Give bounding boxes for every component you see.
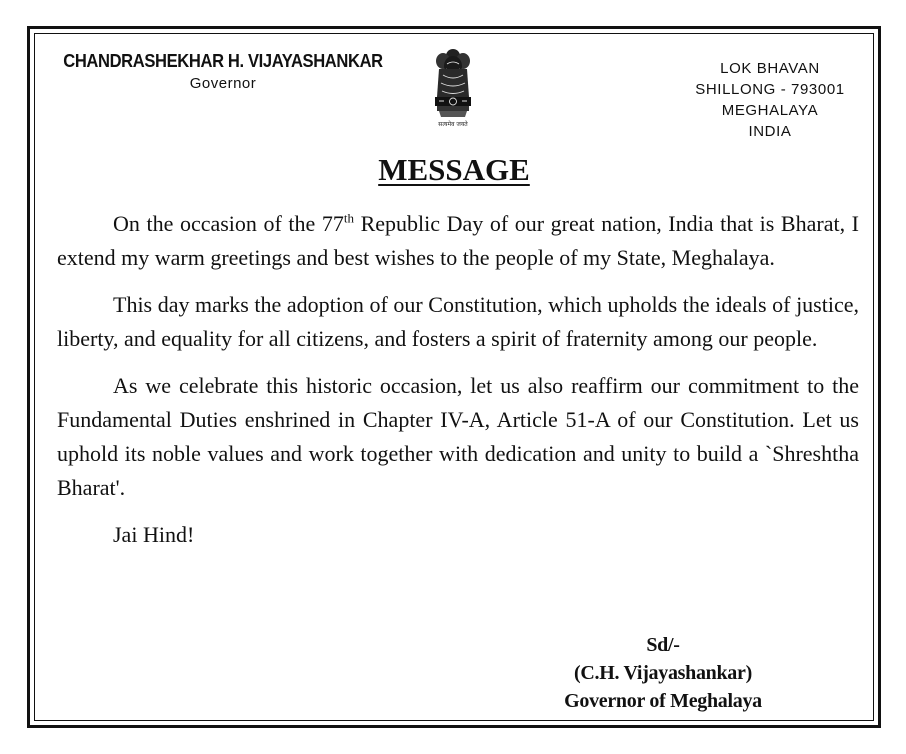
address-line-country: INDIA — [748, 123, 792, 140]
ordinal-suffix: th — [343, 210, 354, 226]
paragraph-constitution: This day marks the adoption of our Constitution, which upholds the ideals of justice, liberty, and equality for all citizens, and fosters a spirit of fraternity among our people. — [57, 292, 859, 351]
paragraph-fundamental-duties: As we celebrate this historic occasion, let us also reaffirm our commitment to the Fundamental Duties enshrined in Chapter IV-A, Article 51-A of our Constitution. Let us uphold its noble values and work together with dedication and unity to build a `Shreshtha Bharat'. — [57, 373, 859, 500]
paragraph-republic-day — [57, 207, 859, 275]
paragraph-1-start: On the occasion of the 77 — [113, 211, 344, 236]
sender-title: Governor — [189, 75, 257, 92]
signatory-name: (C.H. Vijayashankar) — [574, 662, 752, 684]
signature-block — [535, 631, 791, 715]
message-heading: MESSAGE — [378, 152, 530, 187]
paragraph-1-rest: Republic Day of our great nation, India that is Bharat, I extend my warm greetings and best wishes to the people of my State, Meghalaya. — [57, 211, 859, 270]
closing-salutation: Jai Hind! — [113, 522, 195, 547]
address-block — [675, 58, 865, 142]
emblem-caption: सत्यमेव जयते — [438, 121, 468, 128]
message-body — [57, 207, 859, 565]
sender-block — [43, 51, 403, 92]
sender-name: CHANDRASHEKHAR H. VIJAYASHANKAR — [63, 51, 383, 71]
address-line-city: SHILLONG - 793001 — [695, 81, 845, 98]
signature-sd: Sd/- — [646, 634, 680, 656]
signatory-designation: Governor of Meghalaya — [564, 690, 762, 712]
address-line-lok-bhavan: LOK BHAVAN — [720, 60, 820, 77]
national-emblem-icon — [431, 47, 475, 133]
document-border — [27, 26, 881, 728]
address-line-state: MEGHALAYA — [721, 102, 819, 119]
document-inner-border — [34, 33, 874, 721]
